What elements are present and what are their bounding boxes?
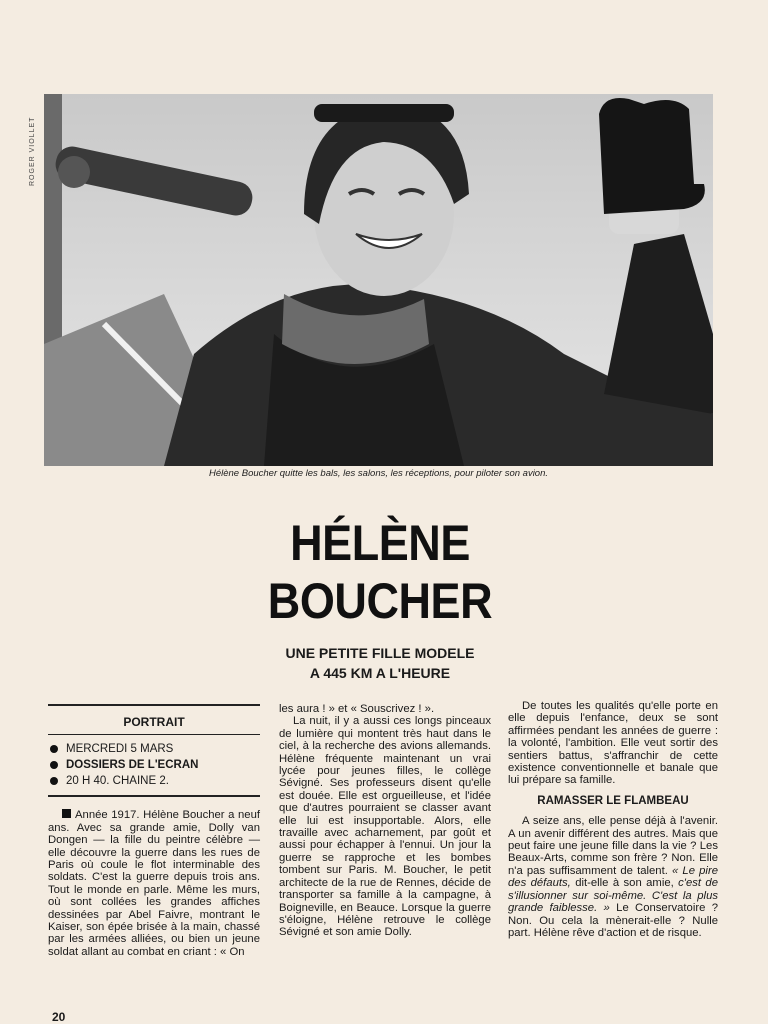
photo-caption: Hélène Boucher quitte les bals, les salons, les réceptions, pour piloter son avion. bbox=[208, 468, 549, 479]
broadcast-date bbox=[48, 741, 260, 757]
section-heading: RAMASSER LE FLAMBEAU bbox=[537, 794, 689, 807]
lead-square-icon bbox=[62, 809, 71, 818]
subtitle-line-2: A 445 KM A L'HEURE bbox=[309, 665, 451, 681]
article-column-1 bbox=[48, 704, 260, 958]
subtitle-line-1: UNE PETITE FILLE MODELE bbox=[285, 645, 475, 661]
title-line-1: HÉLÈNE bbox=[290, 515, 470, 571]
box-bottom-rule bbox=[48, 795, 260, 797]
broadcast-program bbox=[48, 757, 260, 773]
broadcast-time bbox=[48, 773, 260, 789]
broadcast-time-text: 20 H 40. CHAINE 2. bbox=[66, 775, 169, 788]
paragraph: les aura ! » et « Souscrivez ! ». bbox=[279, 703, 435, 715]
photo-credit: ROGER VIOLLET bbox=[29, 116, 36, 186]
article-title bbox=[200, 514, 560, 630]
broadcast-date-text: MERCREDI 5 MARS bbox=[66, 743, 174, 756]
article-column-2 bbox=[279, 703, 491, 939]
bullet-icon bbox=[50, 761, 58, 769]
portrait-photo bbox=[44, 94, 713, 466]
quote-text: c'est de s'illusionner sur soi-même. C'est la plus grande faiblesse. » bbox=[508, 877, 718, 915]
box-top-rule bbox=[48, 704, 260, 706]
page-number: 20 bbox=[52, 1010, 66, 1024]
bullet-icon bbox=[50, 777, 58, 785]
title-line-2: BOUCHER bbox=[267, 573, 493, 629]
paragraph-text: Année 1917. Hélène Boucher a neuf ans. Avec sa grande amie, Dolly van Dongen — la fille du peintre célèbre — elle découvre la guerre dans les rues de Paris où coule le flot interminable des soldats. C'est la guerre depuis trois ans. Tout le monde en parle. Même les murs, où sont collées les grandes affiches dessinées par Abel Faivre, montrant le Kaiser, son épée brisée à la main, chassé par les armées alliées, ou bien un jeune soldat allant au combat en criant : « On bbox=[48, 809, 260, 958]
paragraph-text: Le Conservatoire ? Non. Ou cela la mènerait-elle ? Nulle part. Hélène rêve d'action et de risque. bbox=[508, 902, 718, 939]
bullet-icon bbox=[50, 745, 58, 753]
paragraph-text: A seize ans, elle pense déjà à l'avenir. A un avenir différent des autres. Mais que peut faire une jeune fille dans la vie ? Les Beaux-Arts, comme son frère ? Non. Elle n'a pas suffisamment de talent. bbox=[508, 815, 718, 877]
paragraph bbox=[508, 815, 718, 939]
article-column-3 bbox=[508, 700, 718, 939]
paragraph: De toutes les qualités qu'elle porte en elle depuis l'enfance, deux se sont affirmées pendant les années de guerre : la volonté, l'ambition. Elle veut sortir des sentiers battus, s'affranchir de cette existence conventionnelle et banale que lui prépare sa famille. bbox=[508, 700, 718, 787]
article-subtitle bbox=[230, 643, 530, 683]
portrait-box-title: PORTRAIT bbox=[48, 712, 260, 735]
broadcast-program-text: DOSSIERS DE L'ECRAN bbox=[66, 759, 199, 772]
quote-text: « Le pire des défauts, bbox=[508, 864, 718, 890]
paragraph bbox=[48, 809, 260, 958]
paragraph-text: dit-elle à son amie, bbox=[575, 877, 679, 890]
paragraph: La nuit, il y a aussi ces longs pinceaux de lumière qui montent très haut dans le ciel, à la recherche des avions allemands. Hélène fréquente maintenant un vrai lycée pour jeunes filles, le collège Sévigné. Ses professeurs disent qu'elle est douée. Elle est orgueilleuse, et l'idée que d'autres pourraient se classer avant elle lui est insupportable. Alors, elle travaille avec acharnement, par goût et aussi pour échapper à l'ennui. Un jour la guerre se rapproche et les bombes tombent sur Paris. M. Boucher, le petit architecte de la rue de Rennes, décide de transporter sa famille à la campagne, à Boigneville, en Beauce. Lorsque la guerre s'éloigne, Hélène retrouve le collège Sévigné et son amie Dolly. bbox=[279, 715, 491, 939]
